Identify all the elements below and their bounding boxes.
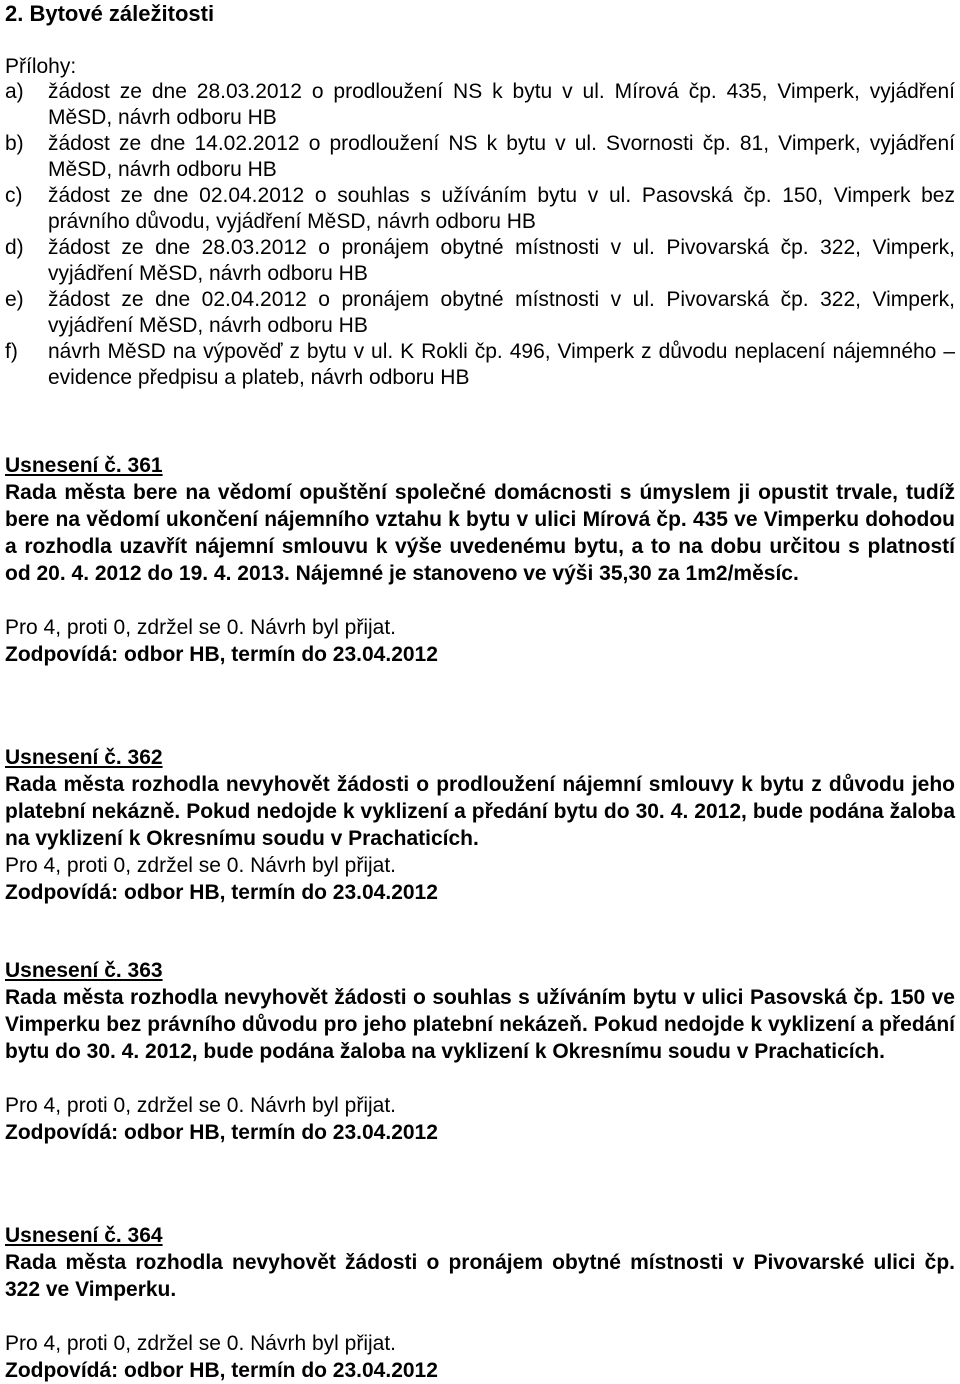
resolution-number: Usnesení č. 363 <box>5 959 163 982</box>
attachment-item-b <box>5 131 955 183</box>
resolution-text: Rada města rozhodla nevyhovět žádosti o pronájem obytné místnosti v Pivovarské ulici čp. 322 ve Vimperku. <box>5 1251 955 1301</box>
section-heading: 2. Bytové záležitosti <box>5 1 215 26</box>
responsibility: Zodpovídá: odbor HB, termín do 23.04.2012 <box>5 1359 438 1382</box>
vote-result: Pro 4, proti 0, zdržel se 0. Návrh byl přijat. <box>5 854 396 877</box>
vote-result: Pro 4, proti 0, zdržel se 0. Návrh byl přijat. <box>5 616 396 639</box>
resolution-363 <box>5 957 955 1146</box>
attachment-item-d <box>5 235 955 287</box>
attachment-item-f <box>5 339 955 391</box>
attachment-text: žádost ze dne 28.03.2012 o pronájem obytné místnosti v ul. Pivovarská čp. 322, Vimperk, vyjádření MěSD, návrh odboru HB <box>48 236 955 285</box>
attachments-list <box>5 79 955 391</box>
attachment-letter: e) <box>5 288 24 311</box>
resolution-text: Rada města bere na vědomí opuštění společné domácnosti s úmyslem ji opustit trvale, tudíž bere na vědomí ukončení nájemního vztahu k bytu v ulici Mírová čp. 435 ve Vimperku dohodou a rozhodla uzavřít nájemní smlouvu k výše uvedenému bytu, a to na dobu určitou s platností od 20. 4. 2012 do 19. 4. 2013. Nájemné je stanoveno ve výši 35,30 za 1m2/měsíc. <box>5 481 955 585</box>
responsibility: Zodpovídá: odbor HB, termín do 23.04.2012 <box>5 1121 438 1144</box>
attachment-letter: d) <box>5 236 24 259</box>
resolution-text: Rada města rozhodla nevyhovět žádosti o souhlas s užíváním bytu v ulici Pasovská čp. 150 ve Vimperku bez právního důvodu pro jeho platební nekázeň. Pokud nedojde k vyklizení a předání bytu do 30. 4. 2012, bude podána žaloba na vyklizení k Okresnímu soudu v Prachaticích. <box>5 986 955 1063</box>
responsibility: Zodpovídá: odbor HB, termín do 23.04.2012 <box>5 643 438 666</box>
vote-result: Pro 4, proti 0, zdržel se 0. Návrh byl přijat. <box>5 1094 396 1117</box>
attachment-text: návrh MěSD na výpověď z bytu v ul. K Rokli čp. 496, Vimperk z důvodu neplacení nájemného – evidence předpisu a plateb, návrh odboru HB <box>48 340 955 389</box>
attachment-text: žádost ze dne 02.04.2012 o pronájem obytné místnosti v ul. Pivovarská čp. 322, Vimperk, vyjádření MěSD, návrh odboru HB <box>48 288 955 337</box>
vote-result: Pro 4, proti 0, zdržel se 0. Návrh byl přijat. <box>5 1332 396 1355</box>
attachments-title: Přílohy: <box>5 55 77 78</box>
attachment-letter: f) <box>5 340 18 363</box>
attachment-letter: a) <box>5 80 24 103</box>
resolution-364 <box>5 1222 955 1384</box>
attachment-text: žádost ze dne 02.04.2012 o souhlas s užíváním bytu v ul. Pasovská čp. 150, Vimperk bez právního důvodu, vyjádření MěSD, návrh odboru HB <box>48 184 955 233</box>
responsibility: Zodpovídá: odbor HB, termín do 23.04.2012 <box>5 881 438 904</box>
attachment-text: žádost ze dne 14.02.2012 o prodloužení NS k bytu v ul. Svornosti čp. 81, Vimperk, vyjádření MěSD, návrh odboru HB <box>48 132 955 181</box>
resolution-number: Usnesení č. 361 <box>5 454 163 477</box>
resolution-number: Usnesení č. 364 <box>5 1224 163 1247</box>
attachment-letter: c) <box>5 184 23 207</box>
attachment-item-a <box>5 79 955 131</box>
attachment-text: žádost ze dne 28.03.2012 o prodloužení NS k bytu v ul. Mírová čp. 435, Vimperk, vyjádření MěSD, návrh odboru HB <box>48 80 955 129</box>
resolution-361 <box>5 452 955 668</box>
resolution-362 <box>5 744 955 906</box>
resolution-number: Usnesení č. 362 <box>5 746 163 769</box>
attachment-letter: b) <box>5 132 24 155</box>
attachment-item-e <box>5 287 955 339</box>
resolution-text: Rada města rozhodla nevyhovět žádosti o prodloužení nájemní smlouvy k bytu z důvodu jeho platební nekázně. Pokud nedojde k vyklizení a předání bytu do 30. 4. 2012, bude podána žaloba na vyklizení k Okresnímu soudu v Prachaticích. <box>5 773 955 850</box>
attachment-item-c <box>5 183 955 235</box>
